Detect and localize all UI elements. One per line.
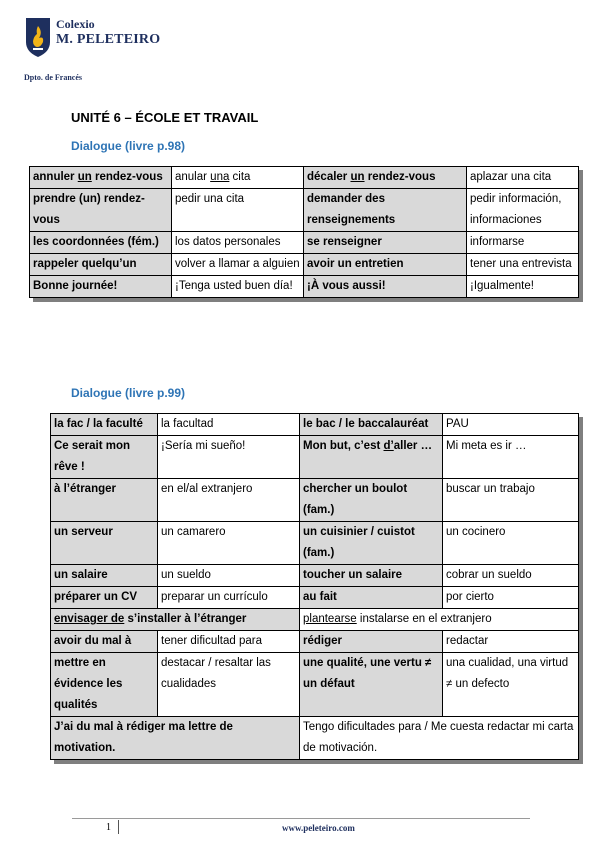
french-term: un cuisinier / cuistot (fam.) (300, 522, 443, 565)
french-term: ¡À vous aussi! (304, 276, 467, 298)
french-term: une qualité, une vertu ≠ un défaut (300, 653, 443, 717)
table-row (51, 479, 579, 522)
spanish-translation: la facultad (158, 414, 300, 436)
spanish-translation: Mi meta es ir … (443, 436, 579, 479)
table-row (30, 167, 579, 189)
spanish-translation: destacar / resaltar las cualidades (158, 653, 300, 717)
spanish-translation: en el/al extranjero (158, 479, 300, 522)
spanish-translation: PAU (443, 414, 579, 436)
spanish-translation: ¡Tenga usted buen día! (172, 276, 304, 298)
table-row (51, 522, 579, 565)
french-term: Mon but, c’est d’aller … (300, 436, 443, 479)
spanish-translation: aplazar una cita (467, 167, 579, 189)
french-term: se renseigner (304, 232, 467, 254)
table-row (51, 653, 579, 717)
table-row (51, 565, 579, 587)
spanish-translation: preparar un currículo (158, 587, 300, 609)
spanish-translation: informarse (467, 232, 579, 254)
french-term: envisager de s’installer à l’étranger (51, 609, 300, 631)
table-row (51, 717, 579, 760)
spanish-translation: un sueldo (158, 565, 300, 587)
spanish-translation: volver a llamar a alguien (172, 254, 304, 276)
school-name (56, 17, 160, 47)
french-term: décaler un rendez-vous (304, 167, 467, 189)
french-term: rappeler quelqu’un (30, 254, 172, 276)
french-term: annuler un rendez-vous (30, 167, 172, 189)
school-logo-icon (24, 16, 52, 58)
spanish-translation: pedir información, informaciones (467, 189, 579, 232)
table-row (51, 414, 579, 436)
section-heading-2: Dialogue (livre p.99) (71, 386, 186, 400)
spanish-translation: plantearse instalarse en el extranjero (300, 609, 579, 631)
spanish-translation: tener dificultad para (158, 631, 300, 653)
footer-divider (72, 818, 530, 819)
french-term: avoir un entretien (304, 254, 467, 276)
french-term: chercher un boulot (fam.) (300, 479, 443, 522)
french-term: J’ai du mal à rédiger ma lettre de motivation. (51, 717, 300, 760)
french-term: avoir du mal à (51, 631, 158, 653)
spanish-translation: cobrar un sueldo (443, 565, 579, 587)
spanish-translation: redactar (443, 631, 579, 653)
spanish-translation: Tengo dificultades para / Me cuesta redactar mi carta de motivación. (300, 717, 579, 760)
table-row (30, 254, 579, 276)
french-term: au fait (300, 587, 443, 609)
spanish-translation: una cualidad, una virtud ≠ un defecto (443, 653, 579, 717)
french-term: un salaire (51, 565, 158, 587)
table-row (51, 631, 579, 653)
french-term: un serveur (51, 522, 158, 565)
spanish-translation: ¡Sería mi sueño! (158, 436, 300, 479)
spanish-translation: los datos personales (172, 232, 304, 254)
spanish-translation: por cierto (443, 587, 579, 609)
french-term: le bac / le baccalauréat (300, 414, 443, 436)
footer-website: www.peleteiro.com (282, 823, 355, 833)
french-term: Bonne journée! (30, 276, 172, 298)
section-heading-1: Dialogue (livre p.98) (71, 139, 186, 153)
spanish-translation: ¡Igualmente! (467, 276, 579, 298)
page-number-divider (118, 820, 119, 834)
table-row (30, 276, 579, 298)
spanish-translation: anular una cita (172, 167, 304, 189)
french-term: Ce serait mon rêve ! (51, 436, 158, 479)
french-term: à l’étranger (51, 479, 158, 522)
french-term: toucher un salaire (300, 565, 443, 587)
french-term: la fac / la faculté (51, 414, 158, 436)
department-label: Dpto. de Francés (24, 73, 82, 82)
spanish-translation: tener una entrevista (467, 254, 579, 276)
french-term: mettre en évidence les qualités (51, 653, 158, 717)
school-name-line1: Colexio (56, 17, 95, 31)
spanish-translation: pedir una cita (172, 189, 304, 232)
table-row (30, 189, 579, 232)
table-row (30, 232, 579, 254)
french-term: prendre (un) rendez-vous (30, 189, 172, 232)
table-row (51, 587, 579, 609)
school-name-line2: M. PELETEIRO (56, 32, 161, 47)
vocab-table-1 (29, 166, 579, 298)
french-term: les coordonnées (fém.) (30, 232, 172, 254)
spanish-translation: un camarero (158, 522, 300, 565)
french-term: demander des renseignements (304, 189, 467, 232)
table-row (51, 609, 579, 631)
french-term: préparer un CV (51, 587, 158, 609)
spanish-translation: un cocinero (443, 522, 579, 565)
vocab-table-2 (50, 413, 579, 760)
french-term: rédiger (300, 631, 443, 653)
page-title: UNITÉ 6 – ÉCOLE ET TRAVAIL (71, 110, 259, 125)
table-row (51, 436, 579, 479)
spanish-translation: buscar un trabajo (443, 479, 579, 522)
page-number: 1 (106, 822, 111, 833)
